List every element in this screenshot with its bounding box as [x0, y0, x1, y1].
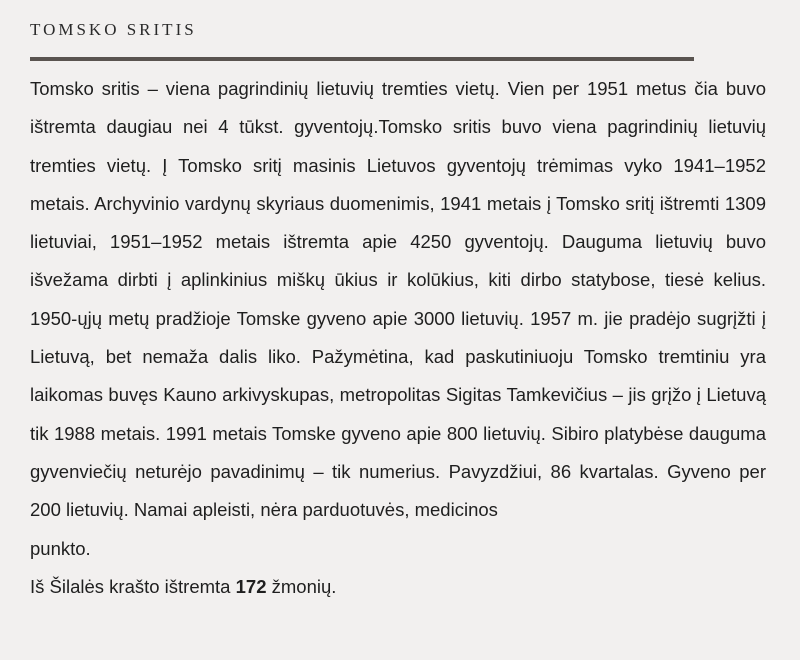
title-divider — [30, 57, 694, 61]
summary-prefix: Iš Šilalės krašto ištremta — [30, 575, 236, 597]
page-title: TOMSKO SRITIS — [30, 20, 197, 39]
summary-number: 172 — [235, 575, 267, 597]
article-paragraph — [30, 70, 766, 568]
summary-line — [30, 568, 766, 606]
paragraph-tail-text: punkto. — [30, 537, 91, 559]
article-body — [30, 70, 766, 606]
paragraph-main-text: Tomsko sritis – viena pagrindinių lietuvių tremties vietų. Vien per 1951 metus čia buvo ištremta daugiau nei 4 tūkst. gyventojų.Tomsko sritis buvo viena pagrindinių lietuvių tremties vietų. Į Tomsko sritį masinis Lietuvos gyventojų trėmimas vyko 1941–1952 metais. Archyvinio vardynų skyriaus duomenimis, 1941 metais į Tomsko sritį ištremti 1309 lietuviai, 1951–1952 metais ištremta apie 4250 gyventojų. Dauguma lietuvių buvo išvežama dirbti į aplinkinius miškų ūkius ir kolūkius, kiti dirbo statybose, tiesė kelius. 1950-ųjų metų pradžioje Tomske gyveno apie 3000 lietuvių. 1957 m. jie pradėjo sugrįžti į Lietuvą, bet nemaža dalis liko. Pažymėtina, kad paskutiniuoju Tomsko tremtiniu yra laikomas buvęs Kauno arkivyskupas, metropolitas Sigitas Tamkevičius – jis grįžo į Lietuvą tik 1988 metais. 1991 metais Tomske gyveno apie 800 lietuvių. Sibiro platybėse dauguma gyvenviečių neturėjo pavadinimų – tik numerius. Pavyzdžiui, 86 kvartalas. Gyveno per 200 lietuvių. Namai apleisti, nėra parduotuvės, medicinos — [30, 78, 766, 521]
summary-suffix: žmonių. — [266, 575, 337, 597]
